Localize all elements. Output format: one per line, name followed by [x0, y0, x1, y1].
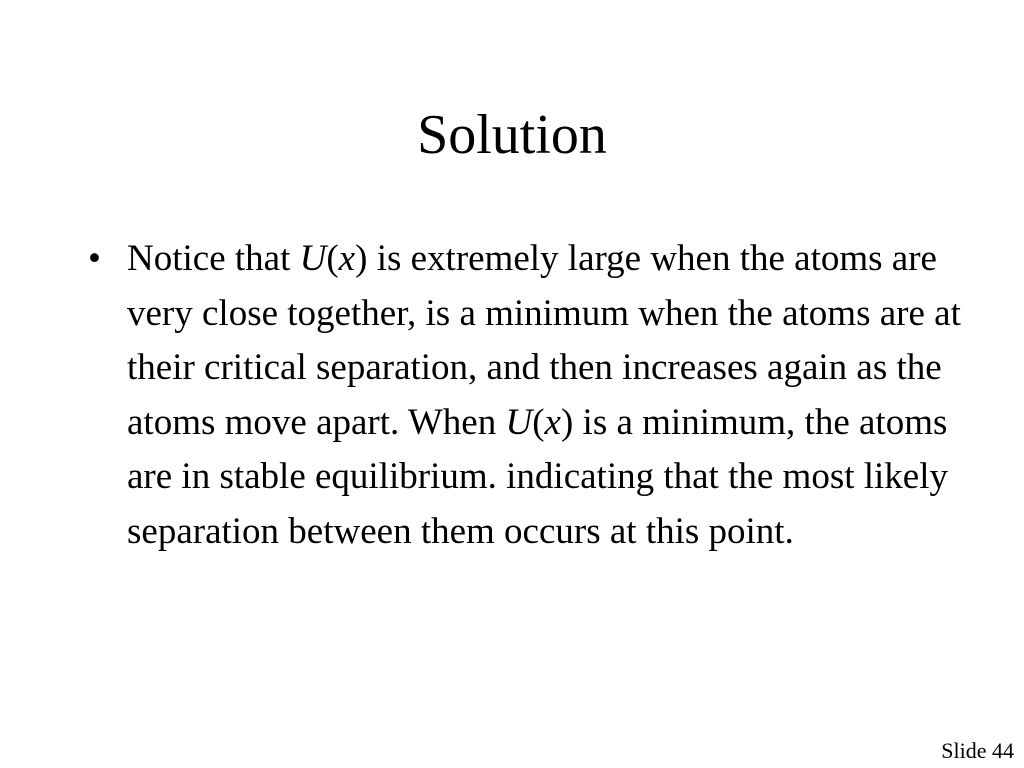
list-item	[88, 232, 968, 559]
paren-close: )	[355, 238, 368, 279]
text-segment: Notice that	[127, 238, 300, 279]
variable-x: x	[544, 401, 561, 443]
paren-close: )	[560, 401, 574, 443]
slide-number: Slide 44	[941, 738, 1014, 763]
text-segment: is a minimum, the atoms are in stable equilibrium. indicating that the most likely separation between them occurs at this point.	[127, 401, 949, 552]
variable-u: U	[505, 401, 533, 443]
text-segment: is extremely large when the atoms are very close together, is a minimum when the atoms are at their critical separation, and then increases again as the atoms move apart. When	[127, 238, 961, 443]
bullet-icon: •	[88, 238, 101, 279]
variable-u: U	[299, 238, 327, 279]
variable-x: x	[338, 238, 356, 279]
paren-open: (	[326, 238, 339, 279]
paren-open: (	[532, 401, 545, 443]
slide-title: Solution	[417, 104, 607, 166]
bullet-list	[88, 232, 968, 559]
bullet-text	[127, 238, 961, 552]
